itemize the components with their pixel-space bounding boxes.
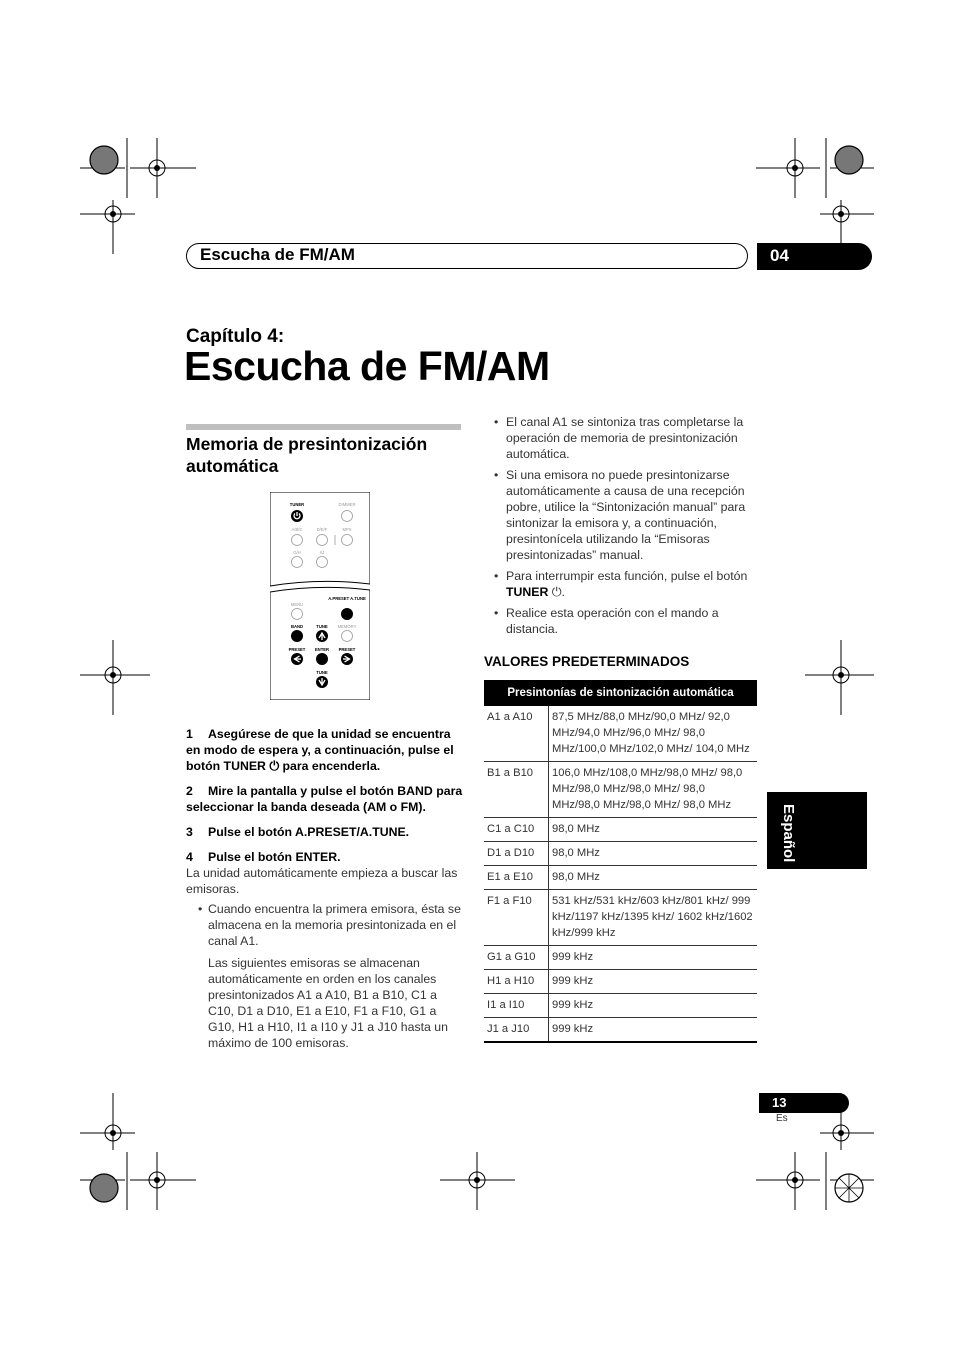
remote-label: PRESET	[338, 647, 356, 652]
chapter-title: Escucha de FM/AM	[184, 343, 550, 389]
table-row: G1 a G10 999 kHz	[484, 946, 757, 970]
presets-table	[484, 680, 757, 1043]
table-row: E1 a E10 98,0 MHz	[484, 866, 757, 890]
notes-list	[484, 414, 754, 642]
note-item: • Para interrumpir esta función, pulse el botón TUNER ⏻.	[484, 568, 754, 600]
chapter-number-badge: 04	[757, 243, 872, 270]
table-row: H1 a H10 999 kHz	[484, 970, 757, 994]
remote-label: ENTER	[314, 647, 330, 652]
note-item: • Si una emisora no puede presintonizarse automáticamente a causa de una recepción pobre, utilice la “Sintonización manual” para sintonizar la emisora y, a continuación, presintonícela utilizando la “Emisoras presintonizadas” manual.	[484, 467, 754, 563]
remote-label: DIMMER	[338, 502, 356, 507]
remote-label: TUNE	[316, 624, 328, 629]
remote-label: BAND	[290, 624, 304, 629]
table-row: I1 a I10 999 kHz	[484, 994, 757, 1018]
page-language: Es	[776, 1113, 788, 1124]
step-3: 3 Pulse el botón A.PRESET/A.TUNE.	[186, 825, 410, 839]
remote-label: I/J	[319, 550, 325, 555]
remote-label: D/E/F	[316, 527, 328, 532]
remote-label: A.PRESET A.TUNE	[328, 596, 366, 601]
table-row: F1 a F10 531 kHz/531 kHz/603 kHz/801 kHz/ 999 kHz/1197 kHz/1395 kHz/ 1602 kHz/1602 kHz/999 kHz	[484, 890, 757, 946]
step-4-paragraph: Las siguientes emisoras se almacenan automáticamente en orden en los canales presintonizados A1 a A10, B1 a B10, C1 a C10, D1 a D10, E1 a E10, F1 a F10, G1 a G10, H1 a H10, I1 a I10 y J1 a J10 hasta un máximo de 100 emisoras.	[208, 956, 448, 1050]
remote-label: PRESET	[288, 647, 306, 652]
remote-label: MEMORY	[337, 624, 357, 629]
table-row: D1 a D10 98,0 MHz	[484, 842, 757, 866]
note-item: • El canal A1 se sintoniza tras completarse la operación de memoria de presintonización automática.	[484, 414, 754, 462]
step-4: 4 Pulse el botón ENTER.	[186, 850, 341, 864]
table-row: A1 a A10 87,5 MHz/88,0 MHz/90,0 MHz/ 92,0 MHz/94,0 MHz/96,0 MHz/ 98,0 MHz/100,0 MHz/102,0 MHz/ 104,0 MHz	[484, 706, 757, 762]
remote-label: TUNER	[289, 502, 305, 507]
remote-control-illustration	[270, 492, 370, 700]
remote-label: A/B/C	[291, 527, 303, 532]
header-title: Escucha de FM/AM	[200, 245, 355, 264]
table-row: C1 a C10 98,0 MHz	[484, 818, 757, 842]
page-number: 13	[772, 1095, 787, 1110]
remote-label: TUNE	[316, 670, 328, 675]
step-4-description: La unidad automáticamente empieza a buscar las emisoras.	[186, 866, 458, 896]
instruction-steps	[186, 726, 466, 1051]
step-1: 1 Asegúrese de que la unidad se encuentra en modo de espera y, a continuación, pulse el botón TUNER ⏻ para encenderla.	[186, 727, 454, 773]
section-title: Memoria de presintonización automática	[186, 434, 428, 476]
chapter-label: Capítulo 4:	[186, 326, 285, 347]
section-rule	[186, 424, 461, 430]
remote-label: MENU	[290, 602, 304, 607]
note-item: • Realice esta operación con el mando a distancia.	[484, 605, 754, 637]
language-tab-label: Español	[780, 804, 797, 863]
table-header: Presintonías de sintonización automática	[484, 680, 757, 706]
table-row: B1 a B10 106,0 MHz/108,0 MHz/98,0 MHz/ 98,0 MHz/98,0 MHz/98,0 MHz/ 98,0 MHz/98,0 MHz/98,0 MHz/ 98,0 MHz	[484, 762, 757, 818]
step-2: 2 Mire la pantalla y pulse el botón BAND para seleccionar la banda deseada (AM o FM).	[186, 784, 463, 814]
remote-label: MPX	[342, 527, 352, 532]
step-4-bullet: • Cuando encuentra la primera emisora, ésta se almacena en la memoria presintonizada en el canal A1.	[186, 901, 466, 949]
defaults-title: VALORES PREDETERMINADOS	[484, 654, 690, 669]
table-row: J1 a J10 999 kHz	[484, 1018, 757, 1043]
remote-label: G/H	[293, 550, 301, 555]
